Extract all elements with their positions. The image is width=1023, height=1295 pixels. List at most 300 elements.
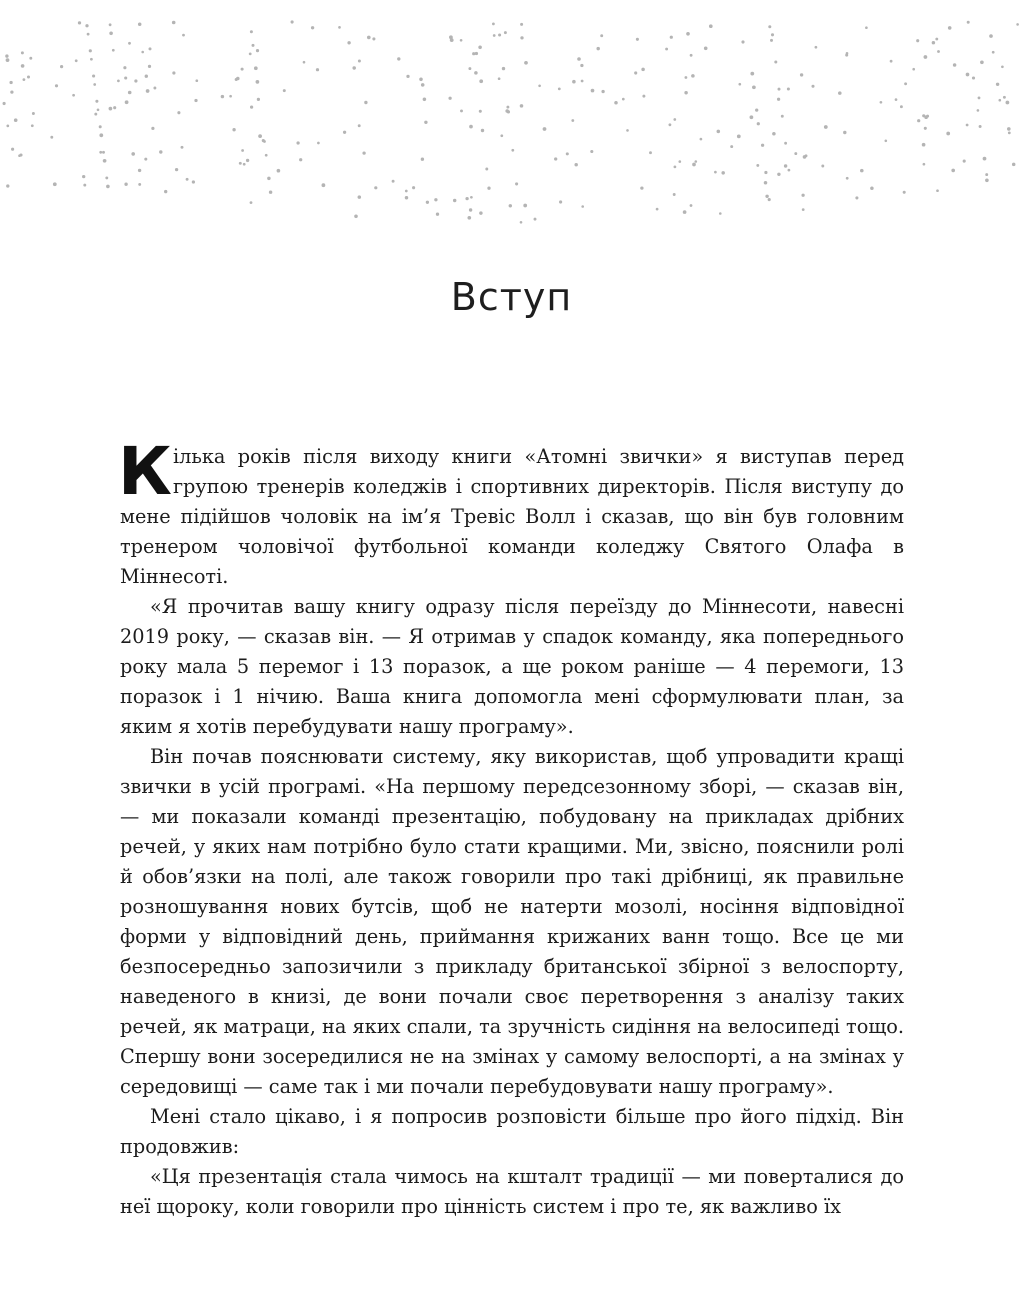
decorative-dot	[138, 23, 142, 27]
decorative-dot	[904, 82, 907, 85]
decorative-dot	[82, 175, 85, 178]
decorative-dot	[249, 53, 252, 56]
decorative-dot	[175, 168, 178, 171]
decorative-dot	[559, 200, 562, 203]
decorative-dot	[1006, 101, 1010, 105]
decorative-dot	[523, 204, 527, 208]
decorative-dot	[824, 125, 828, 129]
decorative-dot	[338, 26, 341, 29]
decorative-dot	[865, 26, 868, 29]
decorative-dot	[250, 201, 253, 204]
decorative-dot	[159, 150, 162, 153]
decorative-dot	[750, 115, 754, 119]
paragraph-1	[118, 433, 904, 592]
paragraph-4: Мені стало цікаво, і я попросив розповісти більше про його підхід. Він продовжив:	[120, 1105, 904, 1158]
decorative-dot	[895, 98, 898, 101]
decorative-dot	[109, 23, 112, 26]
decorative-dot	[1003, 96, 1006, 99]
decorative-dot	[267, 177, 270, 180]
decorative-dot	[194, 99, 197, 102]
decorative-dot	[640, 186, 643, 189]
decorative-dot	[405, 190, 408, 193]
decorative-dot	[53, 182, 57, 186]
decorative-dot	[123, 66, 126, 69]
decorative-dot	[821, 165, 824, 168]
decorative-dot	[487, 187, 490, 190]
decorative-dot	[485, 168, 488, 171]
decorative-dot	[1007, 127, 1011, 131]
decorative-dot	[303, 61, 306, 64]
decorative-dot	[164, 190, 167, 193]
decorative-dot	[258, 134, 262, 138]
decorative-dot	[172, 71, 175, 74]
decorative-dot	[794, 152, 797, 155]
decorative-dot	[102, 151, 105, 154]
decorative-dot	[124, 76, 127, 79]
decorative-dot	[18, 154, 21, 157]
decorative-dot	[241, 149, 244, 152]
decorative-dot	[777, 173, 780, 176]
decorative-dot	[97, 108, 100, 111]
decorative-dot	[691, 74, 695, 78]
decorative-dot	[566, 152, 569, 155]
decorative-dot	[972, 76, 975, 79]
decorative-dot	[784, 142, 787, 145]
decorative-dot	[468, 67, 471, 70]
decorative-dot	[963, 160, 966, 163]
decorative-dot	[470, 196, 473, 199]
decorative-dot	[354, 215, 358, 219]
drop-cap: К	[118, 433, 172, 510]
decorative-dot	[128, 42, 131, 45]
decorative-dot	[10, 90, 13, 93]
decorative-dot	[109, 32, 113, 36]
decorative-dot	[721, 171, 724, 174]
decorative-dot	[554, 157, 557, 160]
decorative-dot	[21, 51, 24, 54]
decorative-dot	[182, 34, 185, 37]
decorative-dot	[151, 127, 154, 130]
decorative-dot	[421, 83, 425, 87]
decorative-dot	[112, 49, 115, 52]
decorative-dot	[815, 46, 818, 49]
decorative-dot	[985, 178, 989, 182]
decorative-dot	[449, 35, 453, 39]
decorative-dot	[509, 204, 512, 207]
decorative-dot	[626, 129, 629, 132]
decorative-dot	[492, 23, 495, 26]
decorative-dot	[31, 124, 34, 127]
decorative-dot	[316, 68, 319, 71]
decorative-dot	[803, 155, 807, 159]
decorative-dot	[750, 72, 754, 76]
decorative-dot	[367, 36, 371, 40]
decorative-dot	[89, 49, 92, 52]
decorative-dot	[520, 36, 523, 39]
decorative-dot	[343, 131, 346, 134]
decorative-dot	[684, 91, 687, 94]
decorative-dot	[106, 185, 110, 189]
paragraph-3: Він почав пояснювати систему, яку використав, щоб упровадити кращі звички в усій програмі. «На першому передсезонному зборі, — сказав він, — ми показали команді презентацію, побудовану на прикладах дрібних речей, у яких нам потрібно було стати кращими. Ми, звісно, пояснили ролі й обов’язки на полі, але також говорили про такі дрібниці, як правильне розношування нових бутсів, щоб не натерти мозолі, носіння відповідної форми у відповідний день, приймання крижаних ванн тощо. Все це ми безпосередньо запозичили з прикладу британської збірної з велоспорту, наведеного в книзі, де вони почали своє перетворення з аналізу таких речей, як матраци, на яких спали, та зручність сидіння на велосипеді тощо. Спершу вони зосередилися не на змінах у самому велоспорті, а на змінах у середовищі — саме так і ми почали перебудовувати нашу програму».	[120, 745, 904, 1098]
decorative-dot	[99, 125, 102, 128]
decorative-dot	[880, 101, 883, 104]
decorative-dot	[362, 151, 365, 154]
decorative-dot	[177, 111, 180, 114]
decorative-dot	[764, 171, 767, 174]
decorative-dot	[770, 39, 773, 42]
decorative-dot	[498, 77, 501, 80]
decorative-dot	[983, 157, 987, 161]
decorative-dot	[935, 38, 938, 41]
decorative-dot	[352, 66, 355, 69]
decorative-dot	[757, 122, 760, 125]
decorative-dot	[117, 80, 120, 83]
decorative-dot	[6, 125, 9, 128]
decorative-dot	[774, 60, 777, 63]
decorative-dot	[520, 23, 523, 26]
decorative-dot	[730, 145, 733, 148]
decorative-dot	[317, 142, 320, 145]
decorative-dot	[922, 143, 926, 147]
decorative-dot	[6, 58, 10, 62]
decorative-dot	[358, 124, 361, 127]
decorative-dot	[571, 119, 574, 122]
decorative-dot	[846, 177, 849, 180]
decorative-dot	[903, 191, 906, 194]
decorative-dot	[520, 221, 523, 224]
decorative-dot	[538, 84, 541, 87]
decorative-dot	[504, 31, 507, 34]
decorative-dot	[246, 159, 249, 162]
decorative-dot	[784, 164, 787, 167]
decorative-dot	[419, 78, 423, 82]
decorative-dot	[436, 213, 439, 216]
decorative-dot	[670, 36, 673, 39]
decorative-dot	[277, 169, 281, 173]
decorative-dot	[141, 51, 144, 54]
decorative-dot	[600, 34, 603, 37]
decorative-dot	[87, 33, 90, 36]
decorative-dot	[296, 141, 299, 144]
paragraph-5: «Ця презентація стала чимось на кшталт традиції — ми поверталися до неї щороку, коли говорили про цінність систем і про те, як важливо їх	[120, 1165, 904, 1218]
decorative-dot	[581, 80, 584, 83]
decorative-dot	[426, 201, 429, 204]
decorative-dot	[55, 84, 58, 87]
decorative-dot	[172, 21, 176, 25]
decorative-dot	[146, 89, 150, 93]
decorative-dot	[515, 182, 518, 185]
decorative-dot	[113, 106, 116, 109]
decorative-dot	[777, 98, 780, 101]
decorative-dot	[192, 180, 195, 183]
decorative-dot	[802, 208, 805, 211]
decorative-dot	[673, 118, 676, 121]
decorative-dot	[1008, 132, 1011, 135]
decorative-dot	[924, 55, 928, 59]
decorative-dot	[322, 183, 326, 187]
decorative-dot	[709, 24, 713, 28]
decorative-dot	[636, 38, 639, 41]
decorative-dot	[412, 186, 415, 189]
decorative-dot	[423, 98, 427, 102]
decorative-dot	[479, 79, 483, 83]
decorative-dot	[448, 97, 451, 100]
decorative-dot	[755, 108, 758, 111]
decorative-dot	[937, 50, 940, 53]
decorative-dot	[269, 190, 272, 193]
decorative-dot	[94, 113, 97, 116]
paragraph-1-text: ілька років після виходу книги «Атомні звички» я виступав перед групою тренерів коледжів і спортивних директорів. Після виступу до мене підійшов чоловік на ім’я Тревіс Волл і сказав, що він був головним тренером чоловічої футбольної команди коледжу Святого Олафа в Міннесоті.	[120, 445, 904, 588]
decorative-dot	[577, 57, 581, 61]
decorative-dot	[668, 123, 671, 126]
decorative-dot	[493, 34, 496, 37]
decorative-dot	[1012, 163, 1016, 167]
decorative-dot	[948, 26, 952, 30]
decorative-dot	[479, 211, 482, 214]
decorative-dot	[229, 95, 232, 98]
decorative-dot	[23, 78, 26, 81]
decorative-dot	[787, 87, 790, 90]
decorative-dot	[980, 60, 984, 64]
decorative-dot	[243, 163, 246, 166]
decorative-dot	[453, 199, 456, 202]
decorative-dot	[109, 107, 113, 111]
decorative-dot	[374, 186, 377, 189]
decorative-dot	[125, 100, 129, 104]
decorative-dot	[788, 169, 791, 172]
decorative-dot	[741, 40, 744, 43]
decorative-dot	[75, 59, 78, 62]
decorative-dot	[845, 54, 848, 57]
decorative-dot	[719, 212, 722, 215]
decorative-dot	[591, 89, 595, 93]
decorative-dot	[372, 37, 375, 40]
decorative-dot	[239, 162, 242, 165]
decorative-dot	[683, 210, 687, 214]
decorative-dot	[241, 68, 244, 71]
decorative-dot	[469, 208, 472, 211]
decorative-dot	[347, 41, 350, 44]
decorative-dot	[738, 83, 741, 86]
decorative-dot	[469, 125, 473, 129]
decorative-dot	[263, 140, 266, 143]
decorative-dot	[778, 88, 781, 91]
decorative-dot	[421, 158, 424, 161]
decorative-dot	[596, 47, 599, 50]
decorative-dot	[27, 75, 30, 78]
decorative-dot	[311, 26, 314, 29]
decorative-dot	[737, 135, 741, 139]
decorative-dot	[145, 75, 148, 78]
decorative-dot	[14, 118, 18, 122]
decorative-dot	[674, 166, 677, 169]
decorative-dot	[481, 129, 484, 132]
decorative-dot	[460, 39, 463, 42]
decorative-dot	[11, 148, 14, 151]
decorative-dot	[761, 144, 764, 147]
decorative-dot	[6, 184, 9, 187]
decorative-dot	[60, 65, 63, 68]
decorative-dot	[756, 164, 759, 167]
decorative-dot	[520, 104, 524, 108]
decorative-dot	[134, 79, 137, 82]
decorative-dot	[978, 96, 981, 99]
decorative-dot	[685, 76, 688, 79]
decorative-dot	[21, 64, 25, 68]
decorative-dot	[524, 61, 528, 65]
decorative-dot	[665, 48, 668, 51]
decorative-dot	[424, 121, 427, 124]
decorative-dot	[717, 130, 721, 134]
decorative-dot	[128, 91, 132, 95]
decorative-dot	[406, 75, 409, 78]
decorative-dot	[502, 67, 505, 70]
decorative-dot	[992, 51, 995, 54]
decorative-dot	[772, 132, 776, 136]
decorative-dot	[951, 169, 955, 173]
decorative-dot	[252, 44, 255, 47]
decorative-dot	[692, 163, 696, 167]
decorative-dot	[752, 85, 756, 89]
decorative-dot	[1001, 65, 1004, 68]
decorative-dot	[979, 125, 982, 128]
decorative-dot	[641, 68, 645, 72]
decorative-dot	[843, 131, 846, 134]
decorative-dot	[83, 184, 86, 187]
decorative-dot	[507, 110, 510, 113]
decorative-dot	[581, 205, 584, 208]
decorative-dot	[924, 115, 928, 119]
decorative-dot	[996, 83, 999, 86]
decorative-dot	[124, 183, 127, 186]
decorative-dot	[781, 115, 784, 118]
decorative-dot	[364, 101, 367, 104]
decorative-dot	[917, 119, 920, 122]
decorative-dot	[800, 73, 803, 76]
decorative-dot	[765, 195, 768, 198]
decorative-dot	[467, 216, 471, 220]
decorative-dot	[3, 102, 6, 105]
decorative-dot	[686, 32, 690, 36]
decorative-dot	[105, 176, 108, 179]
chapter-title: Вступ	[450, 275, 573, 319]
decorative-dot	[932, 41, 935, 44]
decorative-dot	[614, 101, 618, 105]
decorative-dot	[9, 81, 12, 84]
decorative-dot-pattern	[0, 0, 1023, 250]
decorative-dot	[590, 150, 593, 153]
decorative-dot	[690, 204, 693, 207]
decorative-dot	[256, 80, 260, 84]
decorative-dot	[95, 100, 98, 103]
decorative-dot	[250, 106, 253, 109]
decorative-dot	[870, 187, 874, 191]
decorative-dot	[953, 63, 957, 67]
decorative-dot	[99, 133, 103, 137]
decorative-dot	[235, 78, 238, 81]
decorative-dot	[985, 173, 988, 176]
decorative-dot	[85, 24, 88, 27]
decorative-dot	[93, 83, 96, 86]
decorative-dot	[811, 85, 814, 88]
decorative-dot	[465, 197, 468, 200]
decorative-dot	[90, 58, 93, 61]
decorative-dot	[358, 195, 362, 199]
decorative-dot	[479, 110, 482, 113]
decorative-dot	[250, 30, 253, 33]
decorative-dot	[916, 39, 919, 42]
decorative-dot	[144, 158, 147, 161]
decorative-dot	[642, 95, 645, 98]
decorative-dot	[977, 109, 980, 112]
decorative-dot	[475, 52, 478, 55]
decorative-dot	[498, 33, 501, 36]
decorative-dot	[478, 46, 482, 50]
decorative-dot	[131, 152, 135, 156]
decorative-dot	[558, 88, 561, 91]
decorative-dot	[656, 208, 659, 211]
decorative-dot	[256, 49, 259, 52]
decorative-dot	[148, 65, 151, 68]
decorative-dot	[72, 94, 75, 97]
decorative-dot	[700, 138, 703, 141]
decorative-dot	[673, 193, 676, 196]
decorative-dot	[291, 20, 294, 23]
decorative-dot	[704, 46, 708, 50]
decorative-dot	[900, 105, 903, 108]
decorative-dot	[946, 132, 950, 136]
decorative-dot	[768, 25, 771, 28]
decorative-dot	[138, 183, 141, 186]
decorative-dot	[764, 181, 768, 185]
decorative-dot	[434, 198, 437, 201]
decorative-dot	[885, 140, 888, 143]
decorative-dot	[890, 60, 893, 63]
decorative-dot	[634, 71, 637, 74]
decorative-dot	[690, 54, 693, 57]
decorative-dot	[92, 74, 95, 77]
decorative-dot	[998, 99, 1001, 102]
decorative-dot	[5, 54, 8, 57]
decorative-dot	[768, 198, 771, 201]
decorative-dot	[543, 127, 547, 131]
decorative-dot	[460, 109, 463, 112]
decorative-dot	[181, 146, 184, 149]
decorative-dot	[186, 178, 189, 181]
decorative-dot	[99, 151, 102, 154]
decorative-dot	[506, 106, 509, 109]
decorative-dot	[912, 68, 915, 71]
decorative-dot	[714, 171, 717, 174]
decorative-dot	[855, 196, 858, 199]
decorative-dot	[221, 95, 224, 98]
decorative-dot	[967, 21, 970, 24]
decorative-dot	[622, 98, 625, 101]
decorative-dot	[500, 134, 503, 137]
decorative-dot	[924, 127, 927, 130]
decorative-dot	[392, 180, 395, 183]
decorative-dot	[405, 196, 408, 199]
decorative-dot	[860, 169, 864, 173]
decorative-dot	[678, 160, 681, 163]
decorative-dot	[149, 47, 152, 50]
decorative-dot	[534, 218, 537, 221]
paragraph-2: «Я прочитав вашу книгу одразу після переїзду до Міннесоти, навесні 2019 року, — сказав він. — Я отримав у спадок команду, яка попереднього року мала 5 перемог і 13 поразок, а ще роком раніше — 4 перемоги, 13 поразок і 1 нічию. Ваша книга допомогла мені сформулювати план, за яким я хотів перебудувати нашу програму».	[120, 595, 904, 738]
decorative-dot	[32, 112, 35, 115]
decorative-dot	[649, 151, 652, 154]
decorative-dot	[923, 163, 926, 166]
decorative-dot	[574, 163, 577, 166]
